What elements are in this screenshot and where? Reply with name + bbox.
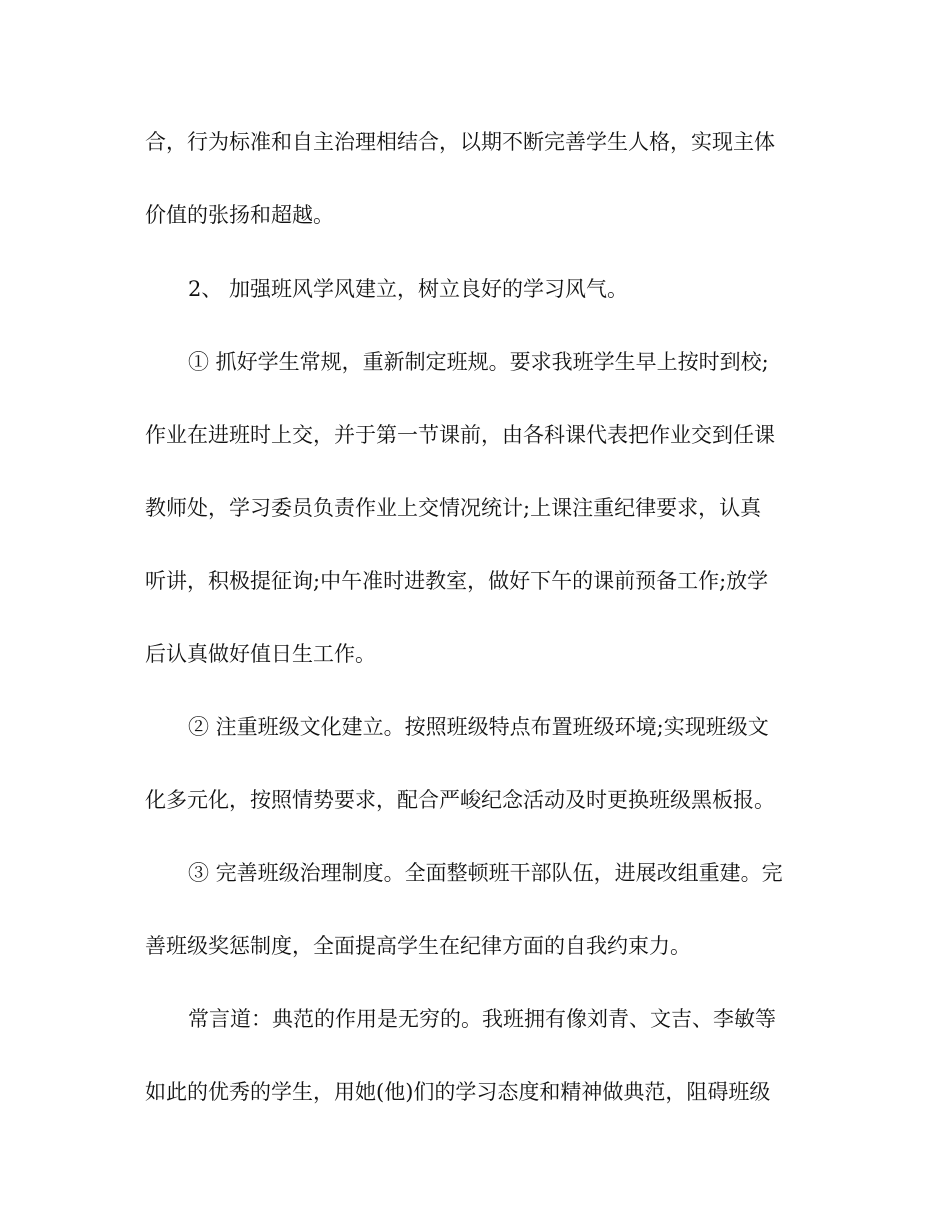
text-line: 价值的张扬和超越。 [145,203,334,227]
text-line: 听讲，积极提征询;中午准时进教室，做好下午的课前预备工作;放学 [145,569,769,593]
text-line: ③ 完善班级治理制度。全面整顿班干部队伍，进展改组重建。完 [188,861,783,885]
section-heading: 2、 加强班风学风建立，树立良好的学习风气。 [188,277,629,301]
text-line: 善班级奖惩制度，全面提高学生在纪律方面的自我约束力。 [145,934,691,958]
text-line: 后认真做好值日生工作。 [145,642,376,666]
text-line: 作业在进班时上交，并于第一节课前，由各科课代表把作业交到任课 [145,423,775,447]
text-line: 教师处，学习委员负责作业上交情况统计;上课注重纪律要求，认真 [145,496,762,520]
text-line: 如此的优秀的学生，用她(他)们的学习态度和精神做典范，阻碍班级 [145,1080,771,1104]
text-line: ① 抓好学生常规，重新制定班规。要求我班学生早上按时到校; [188,350,769,374]
text-line: 合，行为标准和自主治理相结合，以期不断完善学生人格，实现主体 [145,130,775,154]
text-line: 常言道：典范的作用是无穷的。我班拥有像刘青、文吉、李敏等 [188,1007,776,1031]
text-line: 化多元化，按照情势要求，配合严峻纪念活动及时更换班级黑板报。 [145,788,775,812]
text-line: ② 注重班级文化建立。按照班级特点布置班级环境;实现班级文 [188,715,769,739]
